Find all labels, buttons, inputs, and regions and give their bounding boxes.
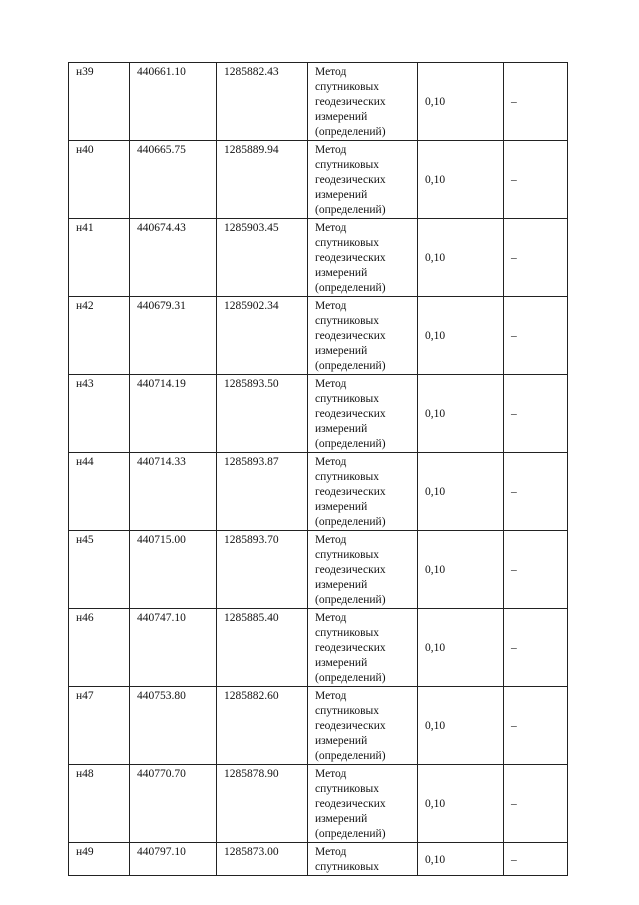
method-line: спутниковых bbox=[315, 315, 380, 327]
note-cell: – bbox=[504, 609, 568, 687]
method-line: спутниковых bbox=[315, 81, 380, 93]
accuracy-cell: 0,10 bbox=[418, 531, 504, 609]
point-id-cell: н46 bbox=[69, 609, 130, 687]
point-id-cell: н39 bbox=[69, 63, 130, 141]
y-coordinate-cell: 1285882.43 bbox=[217, 63, 308, 141]
method-cell bbox=[308, 297, 418, 375]
method-cell bbox=[308, 453, 418, 531]
table-row bbox=[69, 63, 568, 141]
y-coordinate-cell: 1285882.60 bbox=[217, 687, 308, 765]
coordinates-table bbox=[68, 62, 568, 876]
y-coordinate-cell: 1285893.87 bbox=[217, 453, 308, 531]
table-row bbox=[69, 453, 568, 531]
method-line: Метод bbox=[315, 768, 347, 780]
method-line: Метод bbox=[315, 846, 347, 858]
method-line: спутниковых bbox=[315, 861, 380, 873]
note-cell: – bbox=[504, 375, 568, 453]
x-coordinate-cell: 440770.70 bbox=[130, 765, 217, 843]
accuracy-cell: 0,10 bbox=[418, 687, 504, 765]
method-line: геодезических bbox=[315, 330, 386, 342]
y-coordinate-cell: 1285873.00 bbox=[217, 843, 308, 876]
table-row bbox=[69, 609, 568, 687]
x-coordinate-cell: 440715.00 bbox=[130, 531, 217, 609]
method-line: Метод bbox=[315, 534, 347, 546]
point-id-cell: н48 bbox=[69, 765, 130, 843]
method-cell bbox=[308, 375, 418, 453]
method-line: измерений bbox=[315, 501, 368, 513]
method-cell bbox=[308, 765, 418, 843]
method-line: (определений) bbox=[315, 282, 386, 294]
accuracy-cell: 0,10 bbox=[418, 141, 504, 219]
method-line: спутниковых bbox=[315, 783, 380, 795]
table-row bbox=[69, 219, 568, 297]
method-line: геодезических bbox=[315, 96, 386, 108]
method-line: измерений bbox=[315, 267, 368, 279]
x-coordinate-cell: 440679.31 bbox=[130, 297, 217, 375]
method-line: геодезических bbox=[315, 720, 386, 732]
method-line: (определений) bbox=[315, 672, 386, 684]
method-cell bbox=[308, 843, 418, 876]
method-line: Метод bbox=[315, 222, 347, 234]
method-line: Метод bbox=[315, 456, 347, 468]
method-line: измерений bbox=[315, 657, 368, 669]
method-line: спутниковых bbox=[315, 393, 380, 405]
table-row bbox=[69, 843, 568, 876]
method-cell bbox=[308, 63, 418, 141]
note-cell: – bbox=[504, 843, 568, 876]
method-line: измерений bbox=[315, 813, 368, 825]
method-line: геодезических bbox=[315, 642, 386, 654]
point-id-cell: н44 bbox=[69, 453, 130, 531]
y-coordinate-cell: 1285902.34 bbox=[217, 297, 308, 375]
table-row bbox=[69, 687, 568, 765]
method-line: измерений bbox=[315, 345, 368, 357]
point-id-cell: н49 bbox=[69, 843, 130, 876]
method-line: Метод bbox=[315, 690, 347, 702]
accuracy-cell: 0,10 bbox=[418, 219, 504, 297]
method-line: спутниковых bbox=[315, 549, 380, 561]
accuracy-cell: 0,10 bbox=[418, 609, 504, 687]
method-line: (определений) bbox=[315, 126, 386, 138]
table-row bbox=[69, 375, 568, 453]
method-cell bbox=[308, 687, 418, 765]
method-cell bbox=[308, 531, 418, 609]
accuracy-cell: 0,10 bbox=[418, 63, 504, 141]
table-row bbox=[69, 297, 568, 375]
method-cell bbox=[308, 141, 418, 219]
method-line: (определений) bbox=[315, 204, 386, 216]
method-line: (определений) bbox=[315, 828, 386, 840]
method-line: Метод bbox=[315, 66, 347, 78]
method-line: Метод bbox=[315, 144, 347, 156]
method-line: Метод bbox=[315, 300, 347, 312]
table-row bbox=[69, 765, 568, 843]
accuracy-cell: 0,10 bbox=[418, 453, 504, 531]
method-line: спутниковых bbox=[315, 159, 380, 171]
method-line: геодезических bbox=[315, 798, 386, 810]
method-line: геодезических bbox=[315, 486, 386, 498]
method-line: геодезических bbox=[315, 174, 386, 186]
method-line: измерений bbox=[315, 423, 368, 435]
x-coordinate-cell: 440797.10 bbox=[130, 843, 217, 876]
method-line: (определений) bbox=[315, 438, 386, 450]
x-coordinate-cell: 440747.10 bbox=[130, 609, 217, 687]
method-line: геодезических bbox=[315, 252, 386, 264]
method-line: измерений bbox=[315, 735, 368, 747]
accuracy-cell: 0,10 bbox=[418, 375, 504, 453]
x-coordinate-cell: 440753.80 bbox=[130, 687, 217, 765]
accuracy-cell: 0,10 bbox=[418, 297, 504, 375]
y-coordinate-cell: 1285893.50 bbox=[217, 375, 308, 453]
x-coordinate-cell: 440665.75 bbox=[130, 141, 217, 219]
point-id-cell: н43 bbox=[69, 375, 130, 453]
note-cell: – bbox=[504, 141, 568, 219]
point-id-cell: н40 bbox=[69, 141, 130, 219]
y-coordinate-cell: 1285889.94 bbox=[217, 141, 308, 219]
y-coordinate-cell: 1285885.40 bbox=[217, 609, 308, 687]
y-coordinate-cell: 1285893.70 bbox=[217, 531, 308, 609]
method-line: Метод bbox=[315, 378, 347, 390]
method-line: (определений) bbox=[315, 516, 386, 528]
method-line: геодезических bbox=[315, 408, 386, 420]
point-id-cell: н42 bbox=[69, 297, 130, 375]
method-line: (определений) bbox=[315, 750, 386, 762]
method-line: (определений) bbox=[315, 594, 386, 606]
point-id-cell: н45 bbox=[69, 531, 130, 609]
x-coordinate-cell: 440674.43 bbox=[130, 219, 217, 297]
method-line: спутниковых bbox=[315, 705, 380, 717]
y-coordinate-cell: 1285903.45 bbox=[217, 219, 308, 297]
method-line: измерений bbox=[315, 579, 368, 591]
table-row bbox=[69, 141, 568, 219]
accuracy-cell: 0,10 bbox=[418, 843, 504, 876]
method-line: геодезических bbox=[315, 564, 386, 576]
x-coordinate-cell: 440661.10 bbox=[130, 63, 217, 141]
note-cell: – bbox=[504, 219, 568, 297]
note-cell: – bbox=[504, 531, 568, 609]
method-line: (определений) bbox=[315, 360, 386, 372]
point-id-cell: н47 bbox=[69, 687, 130, 765]
method-line: спутниковых bbox=[315, 471, 380, 483]
point-id-cell: н41 bbox=[69, 219, 130, 297]
method-cell bbox=[308, 219, 418, 297]
method-line: спутниковых bbox=[315, 237, 380, 249]
method-line: измерений bbox=[315, 189, 368, 201]
coordinates-table-body bbox=[69, 63, 568, 876]
method-line: спутниковых bbox=[315, 627, 380, 639]
method-line: измерений bbox=[315, 111, 368, 123]
method-cell bbox=[308, 609, 418, 687]
x-coordinate-cell: 440714.33 bbox=[130, 453, 217, 531]
note-cell: – bbox=[504, 765, 568, 843]
x-coordinate-cell: 440714.19 bbox=[130, 375, 217, 453]
note-cell: – bbox=[504, 687, 568, 765]
y-coordinate-cell: 1285878.90 bbox=[217, 765, 308, 843]
note-cell: – bbox=[504, 453, 568, 531]
note-cell: – bbox=[504, 63, 568, 141]
table-row bbox=[69, 531, 568, 609]
note-cell: – bbox=[504, 297, 568, 375]
accuracy-cell: 0,10 bbox=[418, 765, 504, 843]
method-line: Метод bbox=[315, 612, 347, 624]
